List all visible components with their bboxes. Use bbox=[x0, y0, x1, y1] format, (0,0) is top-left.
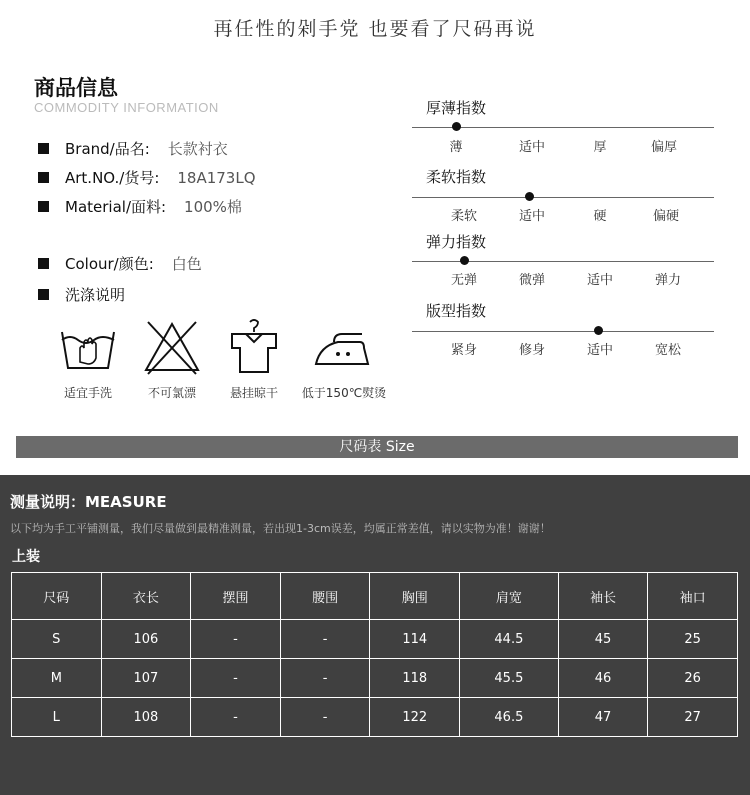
table-cell: 107 bbox=[101, 659, 191, 698]
table-header-cell: 肩宽 bbox=[460, 573, 559, 620]
table-cell: L bbox=[12, 698, 102, 737]
index-scale-line bbox=[412, 197, 714, 198]
section-title: 商品信息 bbox=[34, 76, 118, 100]
index-option: 适中 bbox=[518, 209, 545, 224]
index-title-elasticity: 弹力指数 bbox=[426, 233, 487, 251]
table-header-cell: 袖长 bbox=[558, 573, 648, 620]
bullet-icon bbox=[38, 258, 49, 269]
hand-wash-icon bbox=[58, 318, 118, 376]
index-option: 适中 bbox=[518, 140, 545, 155]
table-row bbox=[12, 659, 738, 698]
index-scale-line bbox=[412, 261, 714, 262]
index-title-softness: 柔软指数 bbox=[426, 168, 487, 186]
index-option: 薄 bbox=[449, 140, 463, 155]
table-cell: - bbox=[280, 698, 370, 737]
table-cell: 45 bbox=[558, 620, 648, 659]
table-cell: 27 bbox=[648, 698, 738, 737]
table-cell: - bbox=[191, 659, 281, 698]
measure-section: 上装 bbox=[12, 549, 40, 565]
no-bleach-icon bbox=[142, 318, 202, 376]
table-row bbox=[12, 620, 738, 659]
info-value: 18A173LQ bbox=[177, 168, 256, 187]
info-row-washing bbox=[38, 284, 125, 305]
index-scale-line bbox=[412, 331, 714, 332]
table-row bbox=[12, 698, 738, 737]
index-option: 厚 bbox=[593, 140, 607, 155]
info-label: 洗涤说明 bbox=[65, 286, 126, 304]
measure-note: 以下均为手工平铺测量，我们尽量做到最精准测量，若出现1-3cm误差，均属正常差值，请以实物为准！谢谢！ bbox=[10, 522, 551, 535]
table-cell: 114 bbox=[370, 620, 460, 659]
table-cell: 46.5 bbox=[460, 698, 559, 737]
info-label: Art.NO./货号: bbox=[65, 169, 160, 187]
info-row-material bbox=[38, 196, 242, 217]
table-header-cell: 尺码 bbox=[12, 573, 102, 620]
info-value: 100%棉 bbox=[184, 198, 242, 216]
table-cell: - bbox=[280, 620, 370, 659]
table-cell: M bbox=[12, 659, 102, 698]
care-label: 不可氯漂 bbox=[147, 386, 196, 400]
table-cell: 106 bbox=[101, 620, 191, 659]
index-title-fit: 版型指数 bbox=[426, 302, 487, 320]
index-option: 紧身 bbox=[450, 343, 477, 358]
index-option: 适中 bbox=[586, 343, 613, 358]
index-title-thickness: 厚薄指数 bbox=[426, 99, 487, 117]
table-cell: 108 bbox=[101, 698, 191, 737]
bullet-icon bbox=[38, 172, 49, 183]
index-option: 弹力 bbox=[654, 273, 681, 288]
table-cell: 25 bbox=[648, 620, 738, 659]
index-marker bbox=[452, 122, 461, 131]
index-marker bbox=[460, 256, 469, 265]
index-option: 宽松 bbox=[654, 343, 681, 358]
bullet-icon bbox=[38, 143, 49, 154]
index-option: 硬 bbox=[593, 209, 607, 224]
table-cell: 46 bbox=[558, 659, 648, 698]
index-option: 柔软 bbox=[450, 209, 477, 224]
info-row-artno bbox=[38, 167, 256, 188]
index-option: 偏硬 bbox=[652, 209, 679, 224]
slogan: 再任性的剁手党 也要看了尺码再说 bbox=[213, 18, 537, 40]
table-header-cell: 胸围 bbox=[370, 573, 460, 620]
table-header-cell: 袖口 bbox=[648, 573, 738, 620]
info-label: Colour/颜色: bbox=[65, 255, 154, 273]
index-marker bbox=[594, 326, 603, 335]
index-option: 适中 bbox=[586, 273, 613, 288]
size-header-bar: 尺码表 Size bbox=[16, 436, 738, 458]
measure-title: 测量说明：MEASURE bbox=[10, 493, 167, 511]
bullet-icon bbox=[38, 289, 49, 300]
index-option: 微弹 bbox=[518, 273, 545, 288]
index-option: 偏厚 bbox=[650, 140, 677, 155]
info-label: Material/面料: bbox=[65, 198, 167, 216]
info-row-colour bbox=[38, 253, 202, 274]
table-cell: 44.5 bbox=[460, 620, 559, 659]
section-subtitle: COMMODITY INFORMATION bbox=[34, 100, 219, 115]
info-row-brand bbox=[38, 138, 228, 159]
table-cell: 26 bbox=[648, 659, 738, 698]
table-cell: 45.5 bbox=[460, 659, 559, 698]
table-cell: S bbox=[12, 620, 102, 659]
hang-dry-icon bbox=[224, 318, 284, 376]
table-cell: 122 bbox=[370, 698, 460, 737]
table-cell: - bbox=[191, 698, 281, 737]
table-header-cell: 衣长 bbox=[101, 573, 191, 620]
table-header-cell: 摆围 bbox=[191, 573, 281, 620]
care-label: 悬挂晾干 bbox=[229, 386, 278, 400]
info-value: 长款衬衣 bbox=[167, 140, 228, 158]
bullet-icon bbox=[38, 201, 49, 212]
index-option: 无弹 bbox=[450, 273, 477, 288]
care-label: 低于150℃熨烫 bbox=[301, 386, 387, 400]
care-label: 适宜手洗 bbox=[63, 386, 112, 400]
iron-icon bbox=[312, 318, 372, 376]
table-header-cell: 腰围 bbox=[280, 573, 370, 620]
size-table bbox=[11, 572, 738, 737]
info-value: 白色 bbox=[171, 255, 202, 273]
table-cell: - bbox=[191, 620, 281, 659]
index-marker bbox=[525, 192, 534, 201]
info-label: Brand/品名: bbox=[65, 140, 150, 158]
table-cell: 47 bbox=[558, 698, 648, 737]
table-header-row bbox=[12, 573, 738, 620]
table-cell: 118 bbox=[370, 659, 460, 698]
index-option: 修身 bbox=[518, 343, 545, 358]
table-cell: - bbox=[280, 659, 370, 698]
